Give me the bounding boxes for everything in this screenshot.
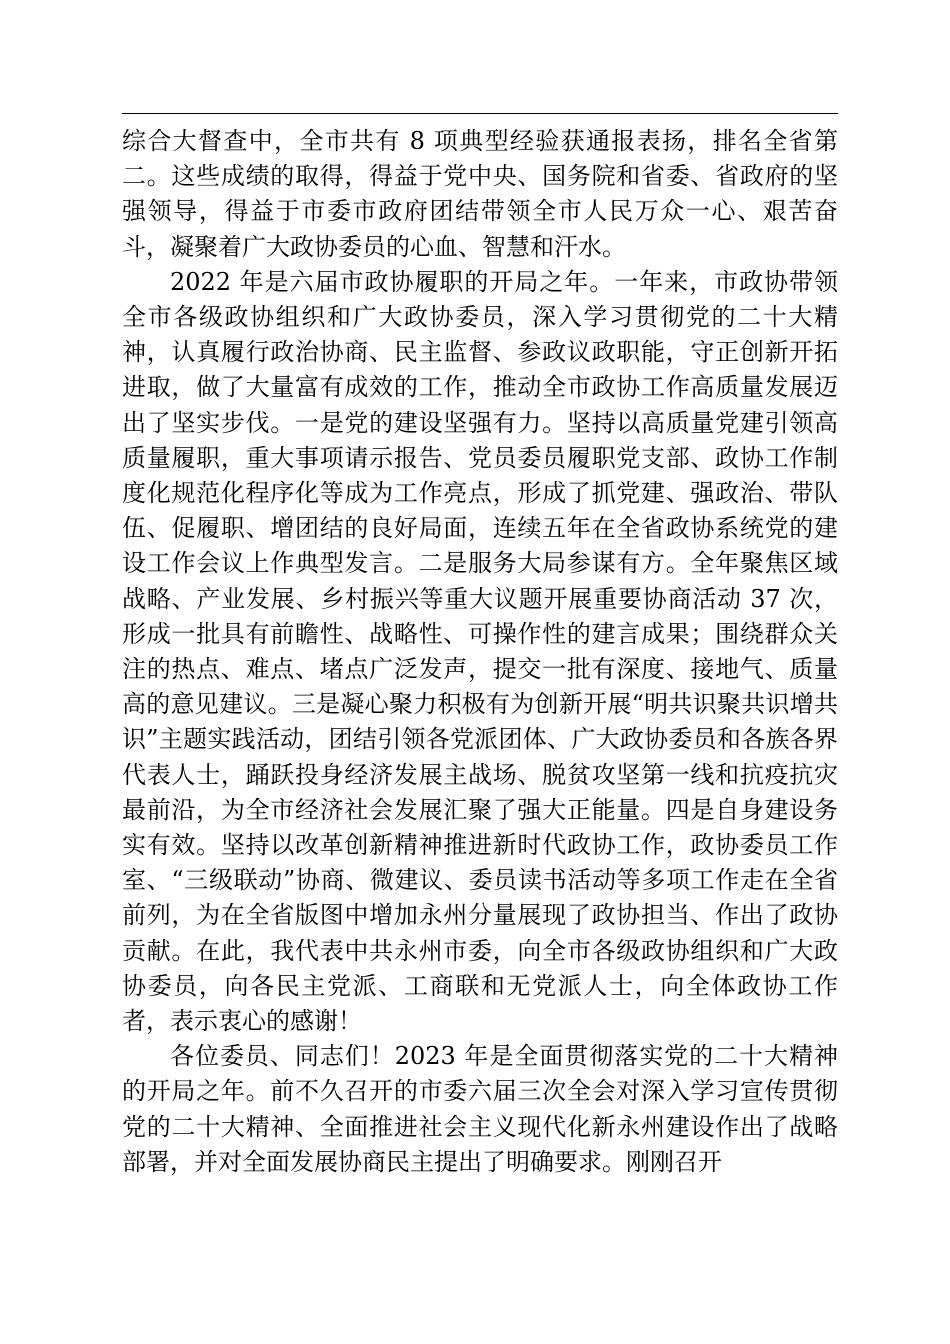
paragraph: 综合大督查中，全市共有 8 项典型经验获通报表扬，排名全省第二。这些成绩的取得，得益于党中央、国务院和省委、省政府的坚强领导，得益于市委市政府团结带领全市人民万众一心、艰苦奋斗，凝聚着广大政协委员的心血、智慧和汗水。 xyxy=(122,127,838,261)
document-body xyxy=(122,124,838,1180)
header-rule xyxy=(122,113,838,114)
paragraph: 各位委员、同志们！2023 年是全面贯彻落实党的二十大精神的开局之年。前不久召开的市委六届三次全会对深入学习宣传贯彻党的二十大精神、全面推进社会主义现代化新永州建设作出了战略部署，并对全面发展协商民主提出了明确要求。刚刚召开 xyxy=(122,1042,838,1176)
paragraph: 2022 年是六届市政协履职的开局之年。一年来，市政协带领全市各级政协组织和广大政协委员，深入学习贯彻党的二十大精神，认真履行政治协商、民主监督、参政议政职能，守正创新开拓进取，做了大量富有成效的工作，推动全市政协工作高质量发展迈出了坚实步伐。一是党的建设坚强有力。坚持以高质量党建引领高质量履职，重大事项请示报告、党员委员履职党支部、政协工作制度化规范化程序化等成为工作亮点，形成了抓党建、强政治、带队伍、促履职、增团结的良好局面，连续五年在全省政协系统党的建设工作会议上作典型发言。二是服务大局参谋有方。全年聚焦区域战略、产业发展、乡村振兴等重大议题开展重要协商活动 37 次，形成一批具有前瞻性、战略性、可操作性的建言成果；围绕群众关注的热点、难点、堵点广泛发声，提交一批有深度、接地气、质量高的意见建议。三是凝心聚力积极有为创新开展“明共识聚共识增共识”主题实践活动，团结引领各党派团体、广大政协委员和各族各界代表人士，踊跃投身经济发展主战场、脱贫攻坚第一线和抗疫抗灾最前沿，为全市经济社会发展汇聚了强大正能量。四是自身建设务实有效。坚持以改革创新精神推进新时代政协工作，政协委员工作室、“三级联动”协商、微建议、委员读书活动等多项工作走在全省前列，为在全省版图中增加永州分量展现了政协担当、作出了政协贡献。在此，我代表中共永州市委，向全市各级政协组织和广大政协委员，向各民主党派、工商联和无党派人士，向全体政协工作者，表示衷心的感谢！ xyxy=(122,267,838,1036)
